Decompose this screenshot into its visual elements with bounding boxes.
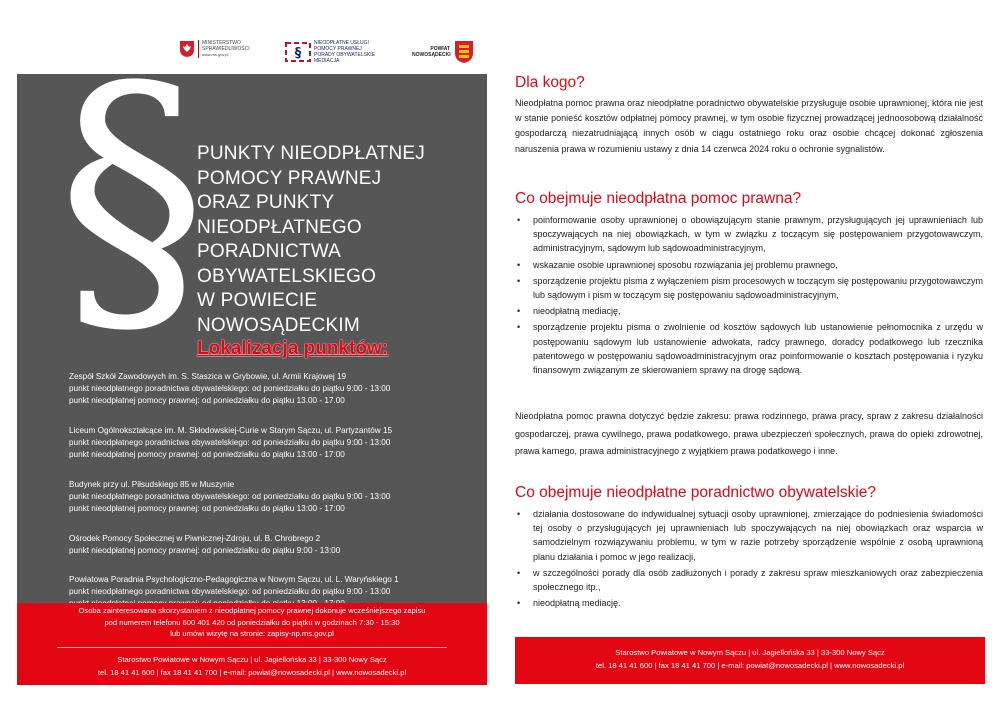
- location-item: Liceum Ogólnokształcące im. M. Skłodowskiej-Curie w Starym Sączu, ul. Partyzantów 15 punkt nieodpłatnego poradnictwa obywatelskiego: od poniedziałku do piątku 9:00 - 13:00 punkt nieodpłatnej pomocy prawnej: od poniedziałku do piątku 13:00 - 17:00: [69, 426, 393, 459]
- npp-name: NIEODPŁATNE USŁUGI POMOCY PRAWNEJ PORADY OBYWATELSKIE MEDIACJA: [314, 40, 376, 64]
- legal-aid-list: [515, 213, 983, 379]
- ministry-url: www.ms.gov.pl: [202, 52, 229, 57]
- divider: [57, 647, 447, 648]
- left-page: [17, 23, 487, 685]
- location-item: Powiatowa Poradnia Psychologiczno-Pedagogiczna w Nowym Sączu, ul. L. Waryńskiego 1 punkt nieodpłatnego poradnictwa obywatelskiego: od poniedziałku do piątku 9:00 - 13:00: [69, 575, 399, 596]
- list-item: • nieodpłatną mediację,: [515, 304, 983, 318]
- list-item: • działania dostosowane do indywidualnej sytuacji osoby uprawnionej, zmierzające do podniesienia świadomości tej osoby o przysługujących jej uprawnieniach lub spoczywających na niej obowiązkach oraz wsparcia w samodzielnym rozwiązywaniu problemu, w tym w razie potrzeby sporządzenie wspólnie z osobą uprawnioną planu działania i pomoc w jego realizacji,: [515, 507, 983, 564]
- npp-logo-icon: [285, 41, 311, 63]
- registration-note: Osoba zainteresowana skorzystaniem z nieodpłatnej pomocy prawnej dokonuje wcześniejszego zapisu pod numerem telefonu 600 401 420 od poniedziałku do piątku w godzinach 7:30 - 15:30 lub umówi wizytę na stronie: zapisy-np.ms.gov.pl: [78, 606, 426, 638]
- list-item: • nieodpłatną mediację.: [515, 596, 983, 610]
- paragraph-sign-icon: §: [57, 23, 207, 372]
- coat-of-arms-icon: [454, 40, 474, 64]
- eligibility-text: Nieodpłatna pomoc prawna oraz nieodpłatne poradnictwo obywatelskie przysługuje osobie uprawnionej, która nie jest w stanie ponieść kosztów odpłatnej pomocy prawnej, w tym osobie fizycznej prowadzącej jednoosobową działalność gospodarczą niezatrudniającą innych osób w ciągu ostatniego roku oraz osobie chcącej dokonać zgłoszenia naruszenia prawa w rozumieniu ustawy z dnia 14 czerwca 2024 roku o ochronie sygnalistów.: [515, 98, 983, 154]
- powiat-name: POWIAT NOWOSĄDECKI: [412, 46, 451, 58]
- page-title: PUNKTY NIEODPŁATNEJ POMOCY PRAWNEJ ORAZ PUNKTY NIEODPŁATNEGO PORADNICTWA OBYWATELSKIEGO W POWIECIE NOWOSĄDECKIM: [197, 143, 425, 336]
- svg-text:§: §: [294, 46, 302, 61]
- list-item: • wskazanie osobie uprawnionej sposobu rozwiązania jej problemu prawnego,: [515, 258, 983, 272]
- locations-heading: Lokalizacja punktów:: [197, 338, 389, 359]
- heading-for-whom: Dla kogo?: [515, 74, 585, 91]
- location-item: Zespół Szkół Zawodowych im. S. Staszica w Grybowie, ul. Armii Krajowej 19 punkt nieodpłatnego poradnictwa obywatelskiego: od poniedziałku do piątku 9:00 - 13:00 punkt nieodpłatnej pomocy prawnej: od poniedziałku do piątku 13.00 - 17.00: [69, 372, 391, 405]
- contact-box: [17, 603, 487, 685]
- ministry-name: MINISTERSTWO SPRAWIEDLIWOŚCI: [202, 40, 250, 52]
- location-item: Budynek przy ul. Piłsudskiego 85 w Muszynie punkt nieodpłatnego poradnictwa obywatelskiego: od poniedziałku do piątku 9:00 - 13:00 punkt nieodpłatnej pomocy prawnej: od poniedziałku do piątku 13:00 - 17:00: [69, 480, 391, 513]
- list-item: • sporządzenie projektu pisma z wyłączeniem pism procesowych w toczącym się postępowaniu przygotowawczym lub sądowym i pism w toczącym się postępowaniu sądowoadministracyjnym,: [515, 274, 983, 302]
- footer: Starostwo Powiatowe w Nowym Sączu | ul. Jagiellońska 33 | 33-300 Nowy Sącz tel. 18 41 41 600 | fax 18 41 41 700 | e-mail: powiat@nowosadecki.pl | www.nowosadecki.pl: [97, 655, 407, 677]
- list-item: • poinformowanie osoby uprawnionej o obowiązującym stanie prawnym, przysługujących jej uprawnieniach lub spoczywających na niej obowiązkach, w tym w związku z toczącym się postępowaniem przygotowawczym, administracyjnym, sądowym lub sądowoadministracyjnym,: [515, 213, 983, 256]
- list-item: • w szczególności porady dla osób zadłużonych i porady z zakresu spraw mieszkaniowych oraz zabezpieczenia społecznego itp.,: [515, 566, 983, 594]
- civic-advice-list: [515, 507, 983, 612]
- powiat-logo: [412, 40, 474, 64]
- heading-legal-aid: Co obejmuje nieodpłatna pomoc prawna?: [515, 190, 802, 207]
- location-item: Ośrodek Pomocy Społecznej w Piwnicznej-Zdroju, ul. B. Chrobrego 2 punkt nieodpłatnej pomocy prawnej: od poniedziałku do piątku 9:00 - 13:00: [69, 534, 341, 555]
- heading-civic-advice: Co obejmuje nieodpłatne poradnictwo obywatelskie?: [515, 484, 877, 501]
- scope-text: Nieodpłatna pomoc prawna dotyczyć będzie zakresu: prawa rodzinnego, prawa pracy, spraw z zakresu działalności gospodarczej, prawa cywilnego, prawa podatkowego, prawa ubezpieczeń społecznych, prawa do opieki zdrowotnej, prawa karnego, prawa administracyjnego z wyjątkiem prawa podatkowego i inne.: [515, 411, 983, 456]
- npp-logo: [285, 40, 384, 64]
- list-item: • sporządzenie projektu pisma o zwolnienie od kosztów sądowych lub ustanowienie pełnomocnika z urzędu w postępowaniu sądowym lub ustanowienie adwokata, radcy prawnego, doradcy podatkowego lub rzecznika patentowego w postępowaniu sądowoadministracyjnym oraz poinformowanie o kosztach postępowania i ryzyku finansowym związanym ze skierowaniem sprawy na drogę sądową.: [515, 320, 983, 377]
- right-footer: Starostwo Powiatowe w Nowym Sączu | ul. Jagiellońska 33 | 33-300 Nowy Sącz tel. 18 41 41 600 | fax 18 41 41 700 | e-mail: powiat@nowosadecki.pl | www.nowosadecki.pl: [515, 637, 985, 684]
